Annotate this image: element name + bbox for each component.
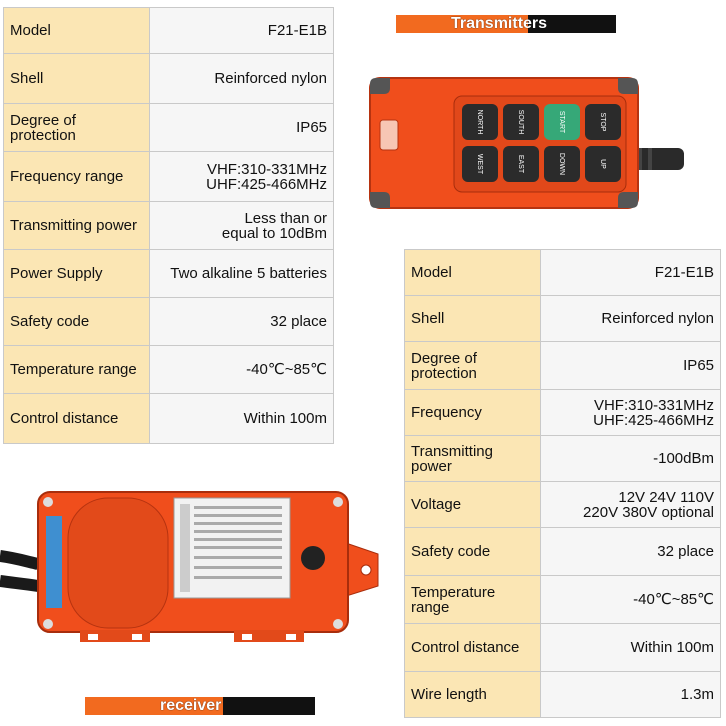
spec-value: Two alkaline 5 batteries xyxy=(150,250,334,298)
remote-transmitter-image xyxy=(366,74,726,214)
spec-row-transmitting-power xyxy=(4,202,334,250)
spec-value: -100dBm xyxy=(541,436,721,482)
spec-value: -40℃~85℃ xyxy=(541,576,721,624)
spec-row-transmitting-power xyxy=(405,436,721,482)
spec-row-frequency xyxy=(405,390,721,436)
spec-value: IP65 xyxy=(541,342,721,390)
spec-label: Temperature range xyxy=(405,576,541,624)
spec-label: Control distance xyxy=(405,624,541,672)
spec-row-temperature-range xyxy=(405,576,721,624)
spec-row-power-supply xyxy=(4,250,334,298)
spec-label: Degree of protection xyxy=(4,104,150,152)
spec-value: VHF:310-331MHz UHF:425-466MHz xyxy=(541,390,721,436)
spec-value: -40℃~85℃ xyxy=(150,346,334,394)
spec-label: Power Supply xyxy=(4,250,150,298)
spec-label: Temperature range xyxy=(4,346,150,394)
spec-value: 32 place xyxy=(150,298,334,346)
transmitters-banner xyxy=(396,15,616,33)
spec-label: Transmitting power xyxy=(4,202,150,250)
remote-key-label: START xyxy=(558,110,566,134)
spec-label: Frequency range xyxy=(4,152,150,202)
spec-row-model xyxy=(4,8,334,54)
spec-label: Shell xyxy=(405,296,541,342)
spec-value: IP65 xyxy=(150,104,334,152)
spec-value: 32 place xyxy=(541,528,721,576)
spec-row-control-distance xyxy=(405,624,721,672)
spec-label: Safety code xyxy=(405,528,541,576)
spec-label: Model xyxy=(4,8,150,54)
remote-key-label: SOUTH xyxy=(517,109,525,135)
spec-value: 12V 24V 110V 220V 380V optional xyxy=(541,482,721,528)
receiver-banner-label: receiver xyxy=(160,697,222,714)
spec-row-temperature-range xyxy=(4,346,334,394)
spec-value: 1.3m xyxy=(541,672,721,718)
spec-label: Control distance xyxy=(4,394,150,444)
spec-row-control-distance xyxy=(4,394,334,444)
spec-label: Shell xyxy=(4,54,150,104)
spec-label: Transmitting power xyxy=(405,436,541,482)
spec-value: Reinforced nylon xyxy=(150,54,334,104)
remote-key-label: EAST xyxy=(517,154,525,174)
spec-label: Wire length xyxy=(405,672,541,718)
transmitters-banner-label: Transmitters xyxy=(451,15,548,32)
receiver-spec-table xyxy=(404,249,721,718)
transmitter-spec-table xyxy=(3,7,334,444)
receiver-banner xyxy=(85,697,315,715)
spec-value: F21-E1B xyxy=(150,8,334,54)
spec-value: Within 100m xyxy=(541,624,721,672)
remote-key-label: UP xyxy=(599,159,607,169)
spec-row-shell xyxy=(4,54,334,104)
spec-row-degree-of-protection xyxy=(405,342,721,390)
spec-row-degree-of-protection xyxy=(4,104,334,152)
spec-row-voltage xyxy=(405,482,721,528)
spec-label: Model xyxy=(405,250,541,296)
remote-key-label: WEST xyxy=(476,153,484,175)
spec-label: Voltage xyxy=(405,482,541,528)
spec-label: Frequency xyxy=(405,390,541,436)
remote-key-label: STOP xyxy=(599,112,607,132)
spec-label: Safety code xyxy=(4,298,150,346)
spec-value: Less than or equal to 10dBm xyxy=(150,202,334,250)
spec-value: Reinforced nylon xyxy=(541,296,721,342)
remote-key-label: NORTH xyxy=(476,109,484,135)
receiver-device-image xyxy=(0,486,400,646)
spec-value: VHF:310-331MHz UHF:425-466MHz xyxy=(150,152,334,202)
spec-row-shell xyxy=(405,296,721,342)
spec-value: Within 100m xyxy=(150,394,334,444)
spec-row-frequency-range xyxy=(4,152,334,202)
spec-row-safety-code xyxy=(4,298,334,346)
spec-row-model xyxy=(405,250,721,296)
remote-key-label: DOWN xyxy=(558,152,566,176)
spec-row-wire-length xyxy=(405,672,721,718)
spec-value: F21-E1B xyxy=(541,250,721,296)
spec-row-safety-code xyxy=(405,528,721,576)
spec-label: Degree of protection xyxy=(405,342,541,390)
